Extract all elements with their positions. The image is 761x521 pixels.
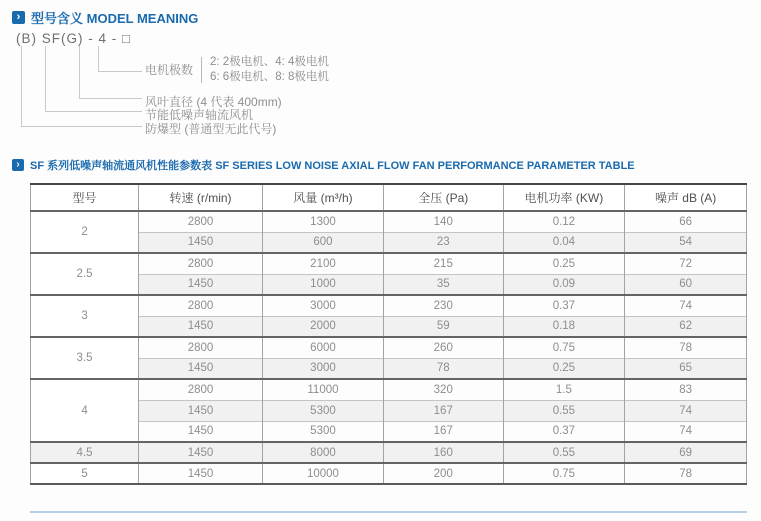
table-row — [31, 442, 747, 463]
table-row — [31, 337, 747, 358]
value-cell: 2000 — [262, 316, 383, 337]
value-cell: 1450 — [139, 358, 263, 379]
value-cell: 200 — [383, 463, 503, 484]
motor-poles-line2: 6: 6极电机、8: 8极电机 — [210, 70, 329, 83]
model-cell: 2 — [31, 211, 139, 253]
value-cell: 0.37 — [503, 295, 625, 316]
value-cell: 160 — [383, 442, 503, 463]
table-row — [31, 232, 747, 253]
value-cell: 0.55 — [503, 400, 625, 421]
value-cell: 167 — [383, 400, 503, 421]
value-cell: 69 — [625, 442, 747, 463]
column-header: 电机功率 (KW) — [503, 184, 625, 211]
value-cell: 0.04 — [503, 232, 625, 253]
label-explosion-proof: 防爆型 (普通型无此代号) — [145, 122, 277, 136]
value-cell: 230 — [383, 295, 503, 316]
value-cell: 83 — [625, 379, 747, 400]
model-cell: 3 — [31, 295, 139, 337]
table-title-en: SF SERIES LOW NOISE AXIAL FLOW FAN PERFORMANCE PARAMETER TABLE — [215, 160, 635, 172]
table-row — [31, 358, 747, 379]
column-header: 转速 (r/min) — [139, 184, 263, 211]
table-row — [31, 463, 747, 484]
value-cell: 320 — [383, 379, 503, 400]
value-cell: 78 — [625, 463, 747, 484]
label-motor-poles — [145, 55, 329, 85]
value-cell: 0.12 — [503, 211, 625, 232]
value-cell: 23 — [383, 232, 503, 253]
value-cell: 0.09 — [503, 274, 625, 295]
value-cell: 8000 — [262, 442, 383, 463]
value-cell: 1450 — [139, 421, 263, 442]
column-header: 风量 (m³/h) — [262, 184, 383, 211]
value-cell: 78 — [383, 358, 503, 379]
value-cell: 0.55 — [503, 442, 625, 463]
table-row — [31, 211, 747, 232]
value-cell: 10000 — [262, 463, 383, 484]
value-cell: 215 — [383, 253, 503, 274]
model-cell: 4 — [31, 379, 139, 442]
value-cell: 0.25 — [503, 358, 625, 379]
table-title — [30, 157, 635, 173]
section-title-en: MODEL MEANING — [86, 11, 199, 26]
value-cell: 0.18 — [503, 316, 625, 337]
value-cell: 1.5 — [503, 379, 625, 400]
value-cell: 1450 — [139, 274, 263, 295]
chevron-right-icon: › — [12, 159, 24, 171]
footer-divider-line — [30, 511, 747, 513]
value-cell: 66 — [625, 211, 747, 232]
table-row — [31, 295, 747, 316]
model-cell: 3.5 — [31, 337, 139, 379]
value-cell: 74 — [625, 421, 747, 442]
value-cell: 140 — [383, 211, 503, 232]
value-cell: 0.75 — [503, 463, 625, 484]
value-cell: 1450 — [139, 400, 263, 421]
value-cell: 0.75 — [503, 337, 625, 358]
value-cell: 74 — [625, 295, 747, 316]
value-cell: 2800 — [139, 295, 263, 316]
value-cell: 1300 — [262, 211, 383, 232]
value-cell: 78 — [625, 337, 747, 358]
value-cell: 1000 — [262, 274, 383, 295]
table-title-zh: SF 系列低噪声轴流通风机性能参数表 — [30, 160, 213, 172]
column-header: 噪声 dB (A) — [625, 184, 747, 211]
model-cell: 5 — [31, 463, 139, 484]
motor-poles-options — [210, 55, 329, 85]
model-cell: 4.5 — [31, 442, 139, 463]
value-cell: 72 — [625, 253, 747, 274]
table-row — [31, 253, 747, 274]
value-cell: 1450 — [139, 463, 263, 484]
section-heading-performance-table — [12, 157, 635, 173]
value-cell: 74 — [625, 400, 747, 421]
column-header: 全压 (Pa) — [383, 184, 503, 211]
value-cell: 2800 — [139, 379, 263, 400]
value-cell: 54 — [625, 232, 747, 253]
motor-poles-title: 电机极数 — [145, 63, 194, 78]
value-cell: 260 — [383, 337, 503, 358]
value-cell: 6000 — [262, 337, 383, 358]
value-cell: 3000 — [262, 295, 383, 316]
value-cell: 1450 — [139, 442, 263, 463]
value-cell: 62 — [625, 316, 747, 337]
performance-table-container — [30, 183, 747, 485]
connector-line-explosion-code — [21, 46, 142, 127]
value-cell: 600 — [262, 232, 383, 253]
value-cell: 3000 — [262, 358, 383, 379]
table-row — [31, 400, 747, 421]
column-header: 型号 — [31, 184, 139, 211]
table-row — [31, 421, 747, 442]
value-cell: 2800 — [139, 253, 263, 274]
vertical-divider — [201, 57, 202, 83]
value-cell: 2800 — [139, 337, 263, 358]
chevron-right-icon: › — [12, 11, 25, 24]
table-header-row — [31, 184, 747, 211]
section-title — [31, 8, 198, 27]
model-code: (B) SF(G) - 4 - □ — [16, 31, 132, 46]
table-row — [31, 316, 747, 337]
label-fan-type: 节能低噪声轴流风机 — [145, 108, 254, 122]
table-row — [31, 379, 747, 400]
value-cell: 0.25 — [503, 253, 625, 274]
section-heading-model-meaning — [12, 8, 198, 27]
value-cell: 167 — [383, 421, 503, 442]
value-cell: 0.37 — [503, 421, 625, 442]
value-cell: 60 — [625, 274, 747, 295]
value-cell: 5300 — [262, 400, 383, 421]
performance-table — [30, 183, 747, 485]
value-cell: 11000 — [262, 379, 383, 400]
value-cell: 59 — [383, 316, 503, 337]
table-row — [31, 274, 747, 295]
value-cell: 2800 — [139, 211, 263, 232]
value-cell: 2100 — [262, 253, 383, 274]
value-cell: 1450 — [139, 232, 263, 253]
label-blade-diameter: 风叶直径 (4 代表 400mm) — [145, 95, 282, 109]
value-cell: 5300 — [262, 421, 383, 442]
value-cell: 35 — [383, 274, 503, 295]
model-cell: 2.5 — [31, 253, 139, 295]
motor-poles-line1: 2: 2极电机、4: 4极电机 — [210, 56, 329, 68]
value-cell: 1450 — [139, 316, 263, 337]
section-title-zh: 型号含义 — [31, 11, 84, 26]
value-cell: 65 — [625, 358, 747, 379]
